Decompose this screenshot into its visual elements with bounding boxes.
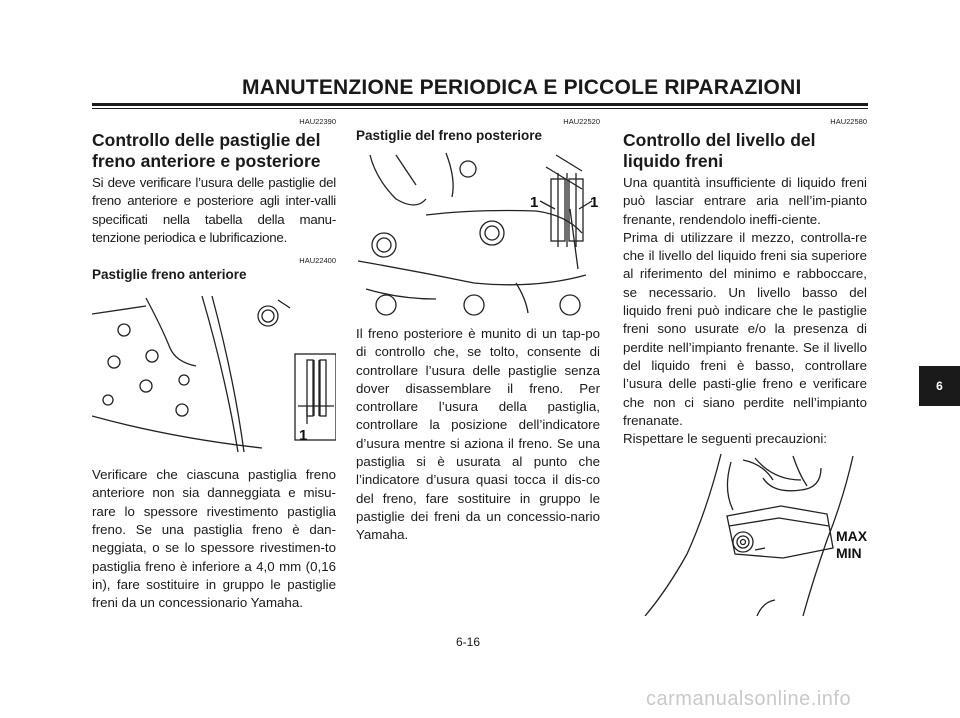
section-heading-brake-fluid: Controllo del livello del liquido freni [623, 130, 816, 171]
header-rule-thick [92, 103, 868, 106]
column-right [623, 116, 867, 624]
front-brake-pad-illustration [92, 288, 336, 458]
figure-label-min: MIN [836, 545, 862, 562]
intro-paragraph: Si deve verificare l’usura delle pastiglie del freno anteriore e posteriore agli inter-valli specificati nella tabella della manu-tenzione periodica e lubrificazione. [92, 175, 336, 245]
chapter-tab: 6 [919, 366, 960, 406]
front-pads-body: Verificare che ciascuna pastiglia freno anteriore non sia danneggiata e misu-rare lo spessore rivestimento pastiglia freno. Se una pastiglia freno è dan-neggiata, o se lo spessore rivestimen-to pastiglia freno è inferiore a 4,0 mm (0,16 in), fare sostituire in gruppo le pastiglie freni da un concessionario Yamaha. [92, 467, 336, 611]
section-code: HAU22520 [563, 117, 600, 126]
column-middle [356, 116, 600, 545]
brake-fluid-body-2: Prima di utilizzare il mezzo, controlla-re che il livello del liquido freni sia superiore al riferimento del minimo e rabboccare, se necessario. Un livello basso del liquido freni può indicare che le pastiglie freni sono usurate e/o la presenza di perdite nell’impianto frenante. Se il livello del liquido freni è basso, controllare l’usura delle pasti-glie freno e verificare che non ci siano perdite nell’impianto frenanate. [623, 229, 867, 428]
page-number: 6-16 [456, 635, 481, 649]
figure-label-max: MAX [836, 528, 867, 545]
header-rule-thin [92, 108, 868, 109]
brake-fluid-body-1: Una quantità insufficiente di liquido freni può lasciar entrare aria nell’im-pianto frenante, rendendolo ineffi-ciente. [623, 175, 867, 227]
subheading-rear-pads: Pastiglie del freno posteriore [356, 128, 543, 143]
subheading-front-pads: Pastiglie freno anteriore [92, 267, 247, 283]
figure-callout-right: 1 [590, 194, 599, 211]
section-code: HAU22580 [830, 117, 867, 126]
rear-pads-body: Il freno posteriore è munito di un tap-po di controllo che, se tolto, consente di controllare l’usura delle pastiglie senza dover disassemblare il freno. Per controllare l’usura della pastiglia, controllare la posizione dell’indicatore d’usura mentre si aziona il freno. Se una pastiglia si è usurata al punto che l’indicatore d’usura quasi tocca il dis-co del freno, fare sostituire in gruppo le pastiglie dei freni da un concessio-nario Yamaha. [356, 326, 600, 543]
rear-brake-pad-illustration [356, 149, 600, 317]
brake-fluid-body-3: Rispettare le seguenti precauzioni: [623, 431, 828, 447]
figure-callout-left: 1 [530, 194, 539, 211]
section-heading-brake-pads: Controllo delle pastiglie del freno anteriore e posteriore [92, 130, 321, 171]
section-code: HAU22400 [299, 256, 336, 266]
watermark: carmanualsonline.info [646, 688, 852, 710]
brake-fluid-reservoir-illustration [623, 450, 867, 616]
figure-callout-1: 1 [299, 427, 308, 445]
column-left [92, 116, 336, 613]
page-title: MANUTENZIONE PERIODICA E PICCOLE RIPARAZIONI [242, 76, 802, 99]
section-code: HAU22390 [299, 117, 336, 126]
